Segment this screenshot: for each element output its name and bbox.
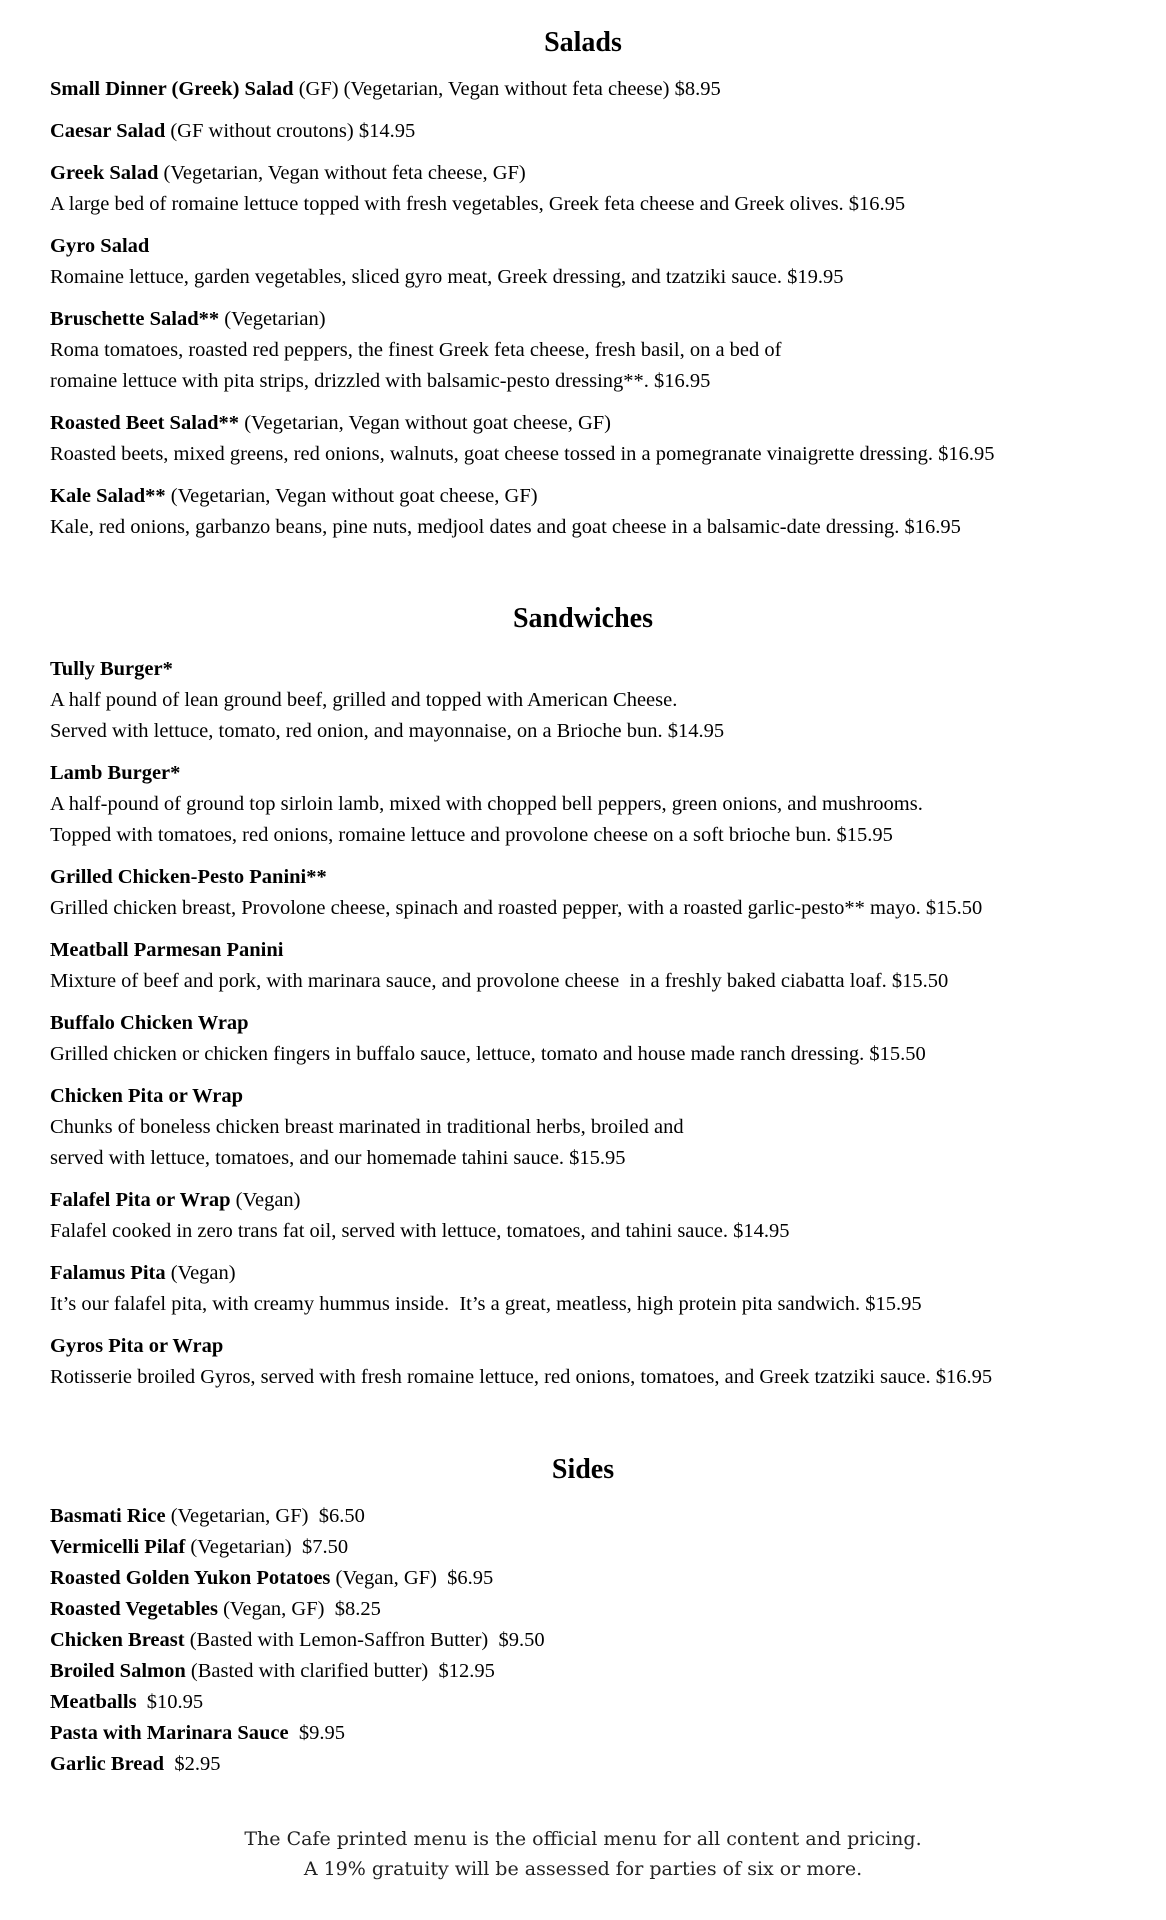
- menu-item-name: Roasted Beet Salad**: [50, 412, 240, 434]
- menu-item-name: Greek Salad: [50, 162, 159, 184]
- menu-footer: [0, 1824, 1166, 1884]
- menu-item-description: served with lettuce, tomatoes, and our homemade tahini sauce. $15.95: [50, 1147, 626, 1169]
- menu-item: [50, 1501, 1166, 1532]
- menu-item-description: Rotisserie broiled Gyros, served with fresh romaine lettuce, red onions, tomatoes, and Greek tzatziki sauce. $16.95: [50, 1366, 993, 1388]
- menu-item-description: Grilled chicken breast, Provolone cheese, spinach and roasted pepper, with a roasted garlic-pesto** mayo. $15.50: [50, 897, 983, 919]
- menu-item: [50, 654, 1166, 747]
- menu-item-heading: [50, 935, 1166, 966]
- menu-item-description: Roma tomatoes, roasted red peppers, the finest Greek feta cheese, fresh basil, on a bed of: [50, 339, 782, 361]
- menu-item-heading: [50, 1563, 1166, 1594]
- sandwiches-section: [50, 602, 1166, 1404]
- menu-item-heading: [50, 481, 1166, 512]
- menu-item-description: Topped with tomatoes, red onions, romaine lettuce and provolone cheese on a soft brioche bun. $15.95: [50, 824, 893, 846]
- menu-item-details: (Vegetarian, GF) $6.50: [165, 1505, 365, 1527]
- menu-item-heading: [50, 1331, 1166, 1362]
- menu-item: [50, 935, 1166, 997]
- menu-item-name: Kale Salad**: [50, 485, 166, 507]
- menu-item-name: Broiled Salmon: [50, 1660, 186, 1682]
- menu-item-details: (Vegetarian) $7.50: [185, 1536, 349, 1558]
- sides-section: [50, 1453, 1166, 1780]
- menu-item-name: Gyros Pita or Wrap: [50, 1335, 224, 1357]
- menu-item-description: Kale, red onions, garbanzo beans, pine nuts, medjool dates and goat cheese in a balsamic-date dressing. $16.95: [50, 516, 961, 538]
- sides-list: [50, 1501, 1166, 1780]
- menu-item: [50, 758, 1166, 851]
- menu-item-heading: [50, 1594, 1166, 1625]
- menu-item-name: Pasta with Marinara Sauce: [50, 1722, 289, 1744]
- menu-item-heading: [50, 1625, 1166, 1656]
- menu-item: [50, 1749, 1166, 1780]
- menu-item-heading: [50, 231, 1166, 262]
- menu-item: [50, 1081, 1166, 1174]
- menu-item-heading: [50, 1081, 1166, 1112]
- menu-item-heading: [50, 304, 1166, 335]
- menu-item-description: Falafel cooked in zero trans fat oil, served with lettuce, tomatoes, and tahini sauce. $14.95: [50, 1220, 790, 1242]
- menu-item: [50, 1625, 1166, 1656]
- menu-item-description: A large bed of romaine lettuce topped with fresh vegetables, Greek feta cheese and Greek olives. $16.95: [50, 193, 906, 215]
- menu-item-details: (Vegan, GF) $8.25: [217, 1598, 381, 1620]
- menu-item-name: Basmati Rice: [50, 1505, 166, 1527]
- menu-item-description: Served with lettuce, tomato, red onion, and mayonnaise, on a Brioche bun. $14.95: [50, 720, 725, 742]
- menu-item-description: A half-pound of ground top sirloin lamb, mixed with chopped bell peppers, green onions, and mushrooms.: [50, 793, 923, 815]
- menu-item: [50, 481, 1166, 543]
- menu-item-name: Chicken Breast: [50, 1629, 185, 1651]
- menu-item-description: A half pound of lean ground beef, grilled and topped with American Cheese.: [50, 689, 678, 711]
- menu-item-details: (Vegan): [230, 1189, 301, 1211]
- menu-item: [50, 1563, 1166, 1594]
- menu-item-details: (Basted with Lemon-Saffron Butter) $9.50: [184, 1629, 545, 1651]
- menu-item-description: It’s our falafel pita, with creamy hummus inside. It’s a great, meatless, high protein pita sandwich. $15.95: [50, 1293, 922, 1315]
- menu-item: [50, 1331, 1166, 1393]
- menu-item-details: $2.95: [164, 1753, 221, 1775]
- menu-item-name: Caesar Salad: [50, 120, 166, 142]
- menu-item-description: Chunks of boneless chicken breast marinated in traditional herbs, broiled and: [50, 1116, 684, 1138]
- menu-item: [50, 158, 1166, 220]
- menu-item-name: Tully Burger*: [50, 658, 173, 680]
- menu-item: [50, 231, 1166, 293]
- menu-item-heading: [50, 1532, 1166, 1563]
- menu-item: [50, 1008, 1166, 1070]
- menu-item: [50, 304, 1166, 397]
- menu-item-details: (Vegetarian, Vegan without goat cheese, GF): [165, 485, 538, 507]
- menu-item-heading: [50, 1656, 1166, 1687]
- menu-item-heading: [50, 758, 1166, 789]
- sides-title: Sides: [551, 1454, 615, 1485]
- menu-item-description: romaine lettuce with pita strips, drizzled with balsamic-pesto dressing**. $16.95: [50, 370, 711, 392]
- menu-item-description: Romaine lettuce, garden vegetables, sliced gyro meat, Greek dressing, and tzatziki sauce. $19.95: [50, 266, 844, 288]
- menu-item-name: Chicken Pita or Wrap: [50, 1085, 244, 1107]
- menu-item: [50, 1258, 1166, 1320]
- menu-item-name: Vermicelli Pilaf: [50, 1536, 186, 1558]
- menu-item: [50, 74, 1166, 105]
- menu-item: [50, 408, 1166, 470]
- menu-item-details: (Vegetarian, Vegan without feta cheese, GF): [158, 162, 526, 184]
- footer-official-menu-note: The Cafe printed menu is the official menu for all content and pricing.: [244, 1828, 922, 1850]
- menu-item-details: (GF without croutons) $14.95: [165, 120, 416, 142]
- menu-item-heading: [50, 1687, 1166, 1718]
- menu-item-details: (GF) (Vegetarian, Vegan without feta cheese) $8.95: [293, 78, 721, 100]
- menu-item: [50, 1718, 1166, 1749]
- menu-item-heading: [50, 74, 1166, 105]
- menu-item-name: Roasted Golden Yukon Potatoes: [50, 1567, 331, 1589]
- menu-item: [50, 116, 1166, 147]
- menu-item-name: Garlic Bread: [50, 1753, 165, 1775]
- menu-item-description: Grilled chicken or chicken fingers in buffalo sauce, lettuce, tomato and house made ranch dressing. $15.50: [50, 1043, 926, 1065]
- menu-item-details: (Vegan, GF) $6.95: [330, 1567, 494, 1589]
- menu-item: [50, 1532, 1166, 1563]
- menu-item-details: (Vegetarian): [219, 308, 326, 330]
- menu-item-heading: [50, 1718, 1166, 1749]
- menu-item-heading: [50, 1008, 1166, 1039]
- menu-item-name: Roasted Vegetables: [50, 1598, 218, 1620]
- menu-item-name: Bruschette Salad**: [50, 308, 220, 330]
- salads-title: Salads: [544, 27, 622, 58]
- menu-item-heading: [50, 1258, 1166, 1289]
- menu-item-name: Small Dinner (Greek) Salad: [50, 78, 294, 100]
- menu-item-heading: [50, 1749, 1166, 1780]
- sandwiches-title: Sandwiches: [512, 603, 654, 634]
- menu-item-heading: [50, 116, 1166, 147]
- menu-item-heading: [50, 862, 1166, 893]
- menu-item-heading: [50, 1501, 1166, 1532]
- menu-item: [50, 1594, 1166, 1625]
- menu-item-description: Mixture of beef and pork, with marinara sauce, and provolone cheese in a freshly baked ciabatta loaf. $15.50: [50, 970, 949, 992]
- menu-item-details: (Basted with clarified butter) $12.95: [185, 1660, 495, 1682]
- menu-item-heading: [50, 158, 1166, 189]
- menu-item-name: Meatballs: [50, 1691, 137, 1713]
- salads-section: [50, 26, 1166, 554]
- menu-item: [50, 1656, 1166, 1687]
- menu-item-details: $10.95: [136, 1691, 204, 1713]
- menu-item-heading: [50, 408, 1166, 439]
- menu-item: [50, 1185, 1166, 1247]
- menu-item-name: Grilled Chicken-Pesto Panini**: [50, 866, 327, 888]
- salads-list: [50, 74, 1166, 543]
- menu-item-heading: [50, 654, 1166, 685]
- menu-item-description: Roasted beets, mixed greens, red onions, walnuts, goat cheese tossed in a pomegranate vinaigrette dressing. $16.95: [50, 443, 995, 465]
- menu-item-name: Meatball Parmesan Panini: [50, 939, 284, 961]
- sandwiches-list: [50, 654, 1166, 1393]
- menu-item-details: (Vegetarian, Vegan without goat cheese, GF): [239, 412, 611, 434]
- menu-item-name: Lamb Burger*: [50, 762, 181, 784]
- menu-item-name: Gyro Salad: [50, 235, 150, 257]
- menu-item: [50, 1687, 1166, 1718]
- menu-item-details: $9.95: [288, 1722, 345, 1744]
- menu-item: [50, 862, 1166, 924]
- menu-item-heading: [50, 1185, 1166, 1216]
- menu-item-name: Falafel Pita or Wrap: [50, 1189, 231, 1211]
- footer-gratuity-note: A 19% gratuity will be assessed for parties of six or more.: [303, 1858, 863, 1880]
- menu-item-details: (Vegan): [165, 1262, 236, 1284]
- menu-item-name: Buffalo Chicken Wrap: [50, 1012, 249, 1034]
- menu-item-name: Falamus Pita: [50, 1262, 166, 1284]
